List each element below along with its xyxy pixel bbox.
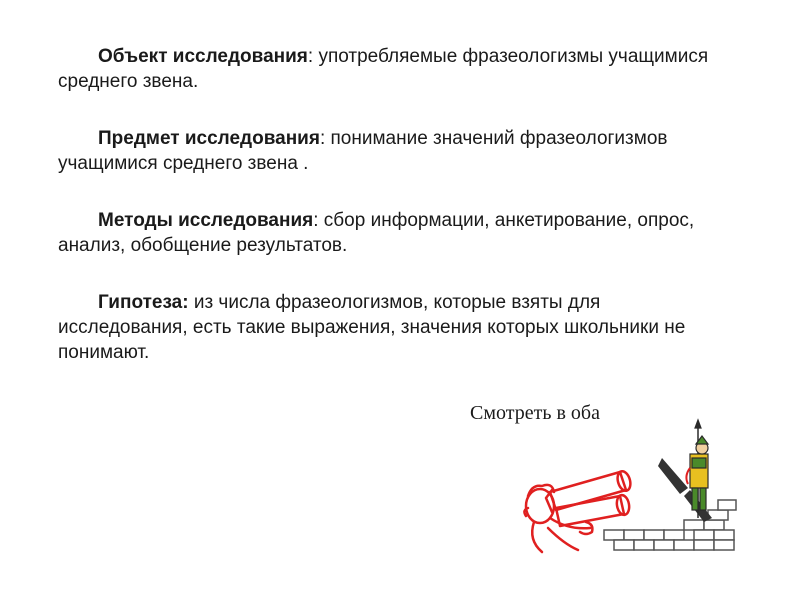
illustration-caption: Смотреть в оба	[470, 402, 600, 424]
paragraph-subject-text: : понимание значений фразеологизмов учащимися среднего звена .	[58, 128, 668, 174]
paragraph-hypothesis-text: из числа фразеологизмов, которые взяты для исследования, есть такие выражения, значения которых школьники не понимают.	[58, 292, 686, 363]
paragraph-object-text: : употребляемые фразеологизмы учащимися среднего звена.	[58, 46, 709, 92]
paragraph-subject-label: Предмет исследования	[98, 128, 320, 149]
paragraph-methods-label: Методы исследования	[98, 210, 314, 231]
research-text-block	[58, 44, 728, 397]
paragraph-subject	[58, 126, 728, 176]
paragraph-methods-text: : сбор информации, анкетирование, опрос, анализ, обобщение результатов.	[58, 210, 695, 256]
binoculars-lookout-icon	[512, 418, 742, 558]
paragraph-methods	[58, 208, 728, 258]
paragraph-object-label: Объект исследования	[98, 46, 308, 67]
paragraph-hypothesis	[58, 290, 728, 365]
paragraph-object	[58, 44, 728, 94]
paragraph-hypothesis-label: Гипотеза:	[98, 292, 189, 313]
